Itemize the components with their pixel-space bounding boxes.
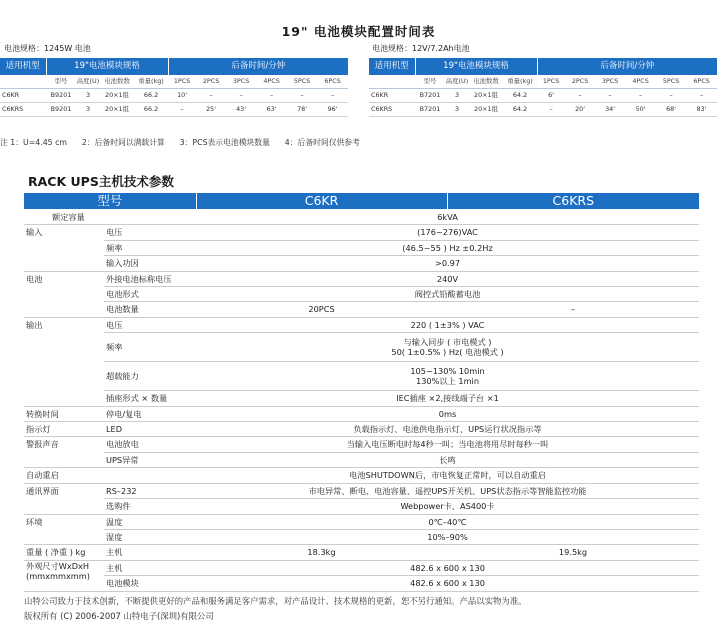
table-row: [24, 529, 699, 544]
subheader: 电池数数: [100, 75, 134, 89]
item-label: 电池形式: [104, 287, 196, 302]
subheader: 型号: [415, 75, 445, 89]
item-label: 电池模块: [104, 576, 196, 591]
subheader: 重量(kg): [503, 75, 537, 89]
category-label: 环境: [24, 514, 104, 545]
battery-table-right: [369, 58, 717, 117]
battery-config-title: 19" 电池模块配置时间表: [281, 24, 436, 39]
cell: 78': [287, 103, 317, 117]
table-row: [24, 406, 699, 421]
item-label: 输入功因: [104, 256, 196, 271]
category-label: 警报声音: [24, 437, 104, 468]
value-c6krs: –: [447, 302, 699, 317]
subheader: 高度(U): [76, 75, 100, 89]
header-backup-time: 后备时间/分钟: [168, 58, 348, 75]
subheader: 1PCS: [168, 75, 196, 89]
table-row: [369, 89, 717, 103]
cell: 3: [445, 103, 469, 117]
row-value: 0℃–40℃: [196, 514, 699, 529]
subheader: 3PCS: [226, 75, 256, 89]
header-model: 适用机型: [0, 58, 46, 75]
item-label: 停电/复电: [104, 406, 196, 421]
category-label: 指示灯: [24, 422, 104, 437]
cell: 25': [196, 103, 226, 117]
table-row: [24, 437, 699, 452]
battery-spec-right: 电池规格：12V/7.2Ah电池: [372, 44, 470, 53]
value-c6krs: 19.5kg: [447, 545, 699, 560]
cell: –: [317, 89, 348, 103]
row-value: 当输入电压断电时每4秒一叫；当电池将用尽时每秒一叫: [196, 437, 699, 452]
item-label: 选购件: [104, 499, 196, 514]
item-label: UPS异常: [104, 452, 196, 467]
spec-table: [24, 193, 699, 592]
header-module-spec: 19"电池模块规格: [46, 58, 168, 75]
table-row: [0, 103, 348, 117]
item-label: 频率: [104, 240, 196, 255]
cell: 66.2: [134, 103, 168, 117]
cell: –: [168, 103, 196, 117]
cell: –: [196, 89, 226, 103]
row-value: 0ms: [196, 406, 699, 421]
row-value: 6kVA: [196, 210, 699, 225]
cell: 68': [656, 103, 686, 117]
table-row: [24, 362, 699, 391]
header-model: 适用机型: [369, 58, 415, 75]
cell: –: [226, 89, 256, 103]
cell: –: [537, 103, 565, 117]
subheader: 5PCS: [656, 75, 686, 89]
cell: 43': [226, 103, 256, 117]
table-row: [24, 391, 699, 406]
notes-line: 注 1：U=4.45 cm 2：后备时间以满载计算 3：PCS表示电池模块数量 4：后备时间仅供参考: [0, 138, 360, 147]
row-value: >0.97: [196, 256, 699, 271]
row-label: 额定容量: [24, 210, 196, 225]
item-label: 频率: [104, 333, 196, 362]
item-label: 电池放电: [104, 437, 196, 452]
header-c6kr: C6KR: [196, 193, 447, 210]
cell: 3: [445, 89, 469, 103]
cell: B7201: [415, 89, 445, 103]
spec-title: RACK UPS主机技术参数: [28, 174, 174, 189]
row-value: [196, 333, 699, 362]
row-value: 240V: [196, 271, 699, 286]
cell: 20×1组: [100, 89, 134, 103]
table-row: [24, 422, 699, 437]
table-row: [24, 271, 699, 286]
category-line: 外观尺寸WxDxH: [26, 560, 89, 571]
cell-model: C6KRS: [369, 103, 415, 117]
cell: –: [595, 89, 625, 103]
cell: 64.2: [503, 89, 537, 103]
row-value: IEC插座 ×2,接线端子台 ×1: [196, 391, 699, 406]
item-label: 主机: [104, 545, 196, 560]
category-label: 电池: [24, 271, 104, 317]
row-value: Webpower卡、AS400卡: [196, 499, 699, 514]
subheader-empty: [0, 75, 46, 89]
subheader: 重量(kg): [134, 75, 168, 89]
category-label: 自动重启: [24, 468, 196, 483]
row-value: 482.6 x 600 x 130: [196, 576, 699, 591]
cell: 20': [565, 103, 595, 117]
value-line: 50( 1±0.5% ) Hz( 电池模式 ): [391, 347, 504, 358]
item-label: 外接电池标称电压: [104, 271, 196, 286]
cell: 96': [317, 103, 348, 117]
cell: B7201: [415, 103, 445, 117]
table-row: [24, 452, 699, 467]
row-value: 长鸣: [196, 452, 699, 467]
subheader: 5PCS: [287, 75, 317, 89]
category-label: 重量 ( 净重 ) kg: [24, 545, 104, 560]
subheader: 1PCS: [537, 75, 565, 89]
cell-model: C6KR: [369, 89, 415, 103]
item-label: 湿度: [104, 529, 196, 544]
category-label: 通讯界面: [24, 483, 104, 514]
header-module-spec: 19"电池模块规格: [415, 58, 537, 75]
value-c6kr: 20PCS: [196, 302, 447, 317]
row-value: (46.5~55 ) Hz ±0.2Hz: [196, 240, 699, 255]
category-label: 输出: [24, 317, 104, 406]
row-value: 负载指示灯、电池供电指示灯、UPS运行状况指示等: [196, 422, 699, 437]
row-value: 220 ( 1±3% ) VAC: [196, 317, 699, 332]
table-row: [24, 225, 699, 240]
row-value: 电池SHUTDOWN后，市电恢复正常时，可以自动重启: [196, 468, 699, 483]
cell: –: [256, 89, 287, 103]
cell: 83': [686, 103, 717, 117]
subheader: 6PCS: [317, 75, 348, 89]
row-value: 10%–90%: [196, 529, 699, 544]
category-line: (mmxmmxmm): [26, 570, 90, 581]
cell: 20×1组: [469, 89, 503, 103]
subheader: 2PCS: [196, 75, 226, 89]
category-label: 转换时间: [24, 406, 104, 421]
table-row: [24, 210, 699, 225]
cell: –: [656, 89, 686, 103]
subheader: 型号: [46, 75, 76, 89]
cell: B9201: [46, 89, 76, 103]
table-row: [24, 287, 699, 302]
subheader: 4PCS: [256, 75, 287, 89]
header-backup-time: 后备时间/分钟: [537, 58, 717, 75]
table-row: [24, 333, 699, 362]
header-model-label: 型号: [24, 193, 196, 210]
value-c6kr: 18.3kg: [196, 545, 447, 560]
item-label: 超载能力: [104, 362, 196, 391]
item-label: 主机: [104, 560, 196, 575]
cell: B9201: [46, 103, 76, 117]
item-label: RS–232: [104, 483, 196, 498]
cell: 6': [537, 89, 565, 103]
battery-table-left: [0, 58, 348, 117]
table-row: [24, 240, 699, 255]
cell: 10': [168, 89, 196, 103]
table-row: [0, 89, 348, 103]
table-row: [24, 560, 699, 575]
header-c6krs: C6KRS: [447, 193, 699, 210]
cell: 63': [256, 103, 287, 117]
cell: –: [625, 89, 656, 103]
table-row: [24, 545, 699, 560]
cell-model: C6KRS: [0, 103, 46, 117]
cell: 64.2: [503, 103, 537, 117]
item-label: 温度: [104, 514, 196, 529]
cell: –: [565, 89, 595, 103]
cell: –: [287, 89, 317, 103]
category-label: 输入: [24, 225, 104, 271]
row-value: [196, 362, 699, 391]
cell: 20×1组: [469, 103, 503, 117]
subheader-empty: [369, 75, 415, 89]
footer: [24, 594, 527, 624]
table-row: [24, 514, 699, 529]
subheader: 4PCS: [625, 75, 656, 89]
item-label: 电池数量: [104, 302, 196, 317]
item-label: 电压: [104, 225, 196, 240]
table-row: [24, 256, 699, 271]
cell: 66.2: [134, 89, 168, 103]
cell: 3: [76, 103, 100, 117]
item-label: 插座形式 × 数量: [104, 391, 196, 406]
table-row: [369, 103, 717, 117]
row-value: (176~276)VAC: [196, 225, 699, 240]
cell: 50': [625, 103, 656, 117]
value-line: 与输入同步 ( 市电模式 ): [403, 337, 492, 348]
row-value: 市电异常、断电、电池容量、遥控UPS开关机、UPS状态指示等智能监控功能: [196, 483, 699, 498]
item-label: LED: [104, 422, 196, 437]
subheader: 电池数数: [469, 75, 503, 89]
value-line: 105~130% 10min: [410, 366, 485, 377]
category-label: [24, 560, 104, 591]
copyright: 版权所有 (C) 2006-2007 山特电子(深圳)有限公司: [24, 611, 214, 621]
table-row: [24, 468, 699, 483]
table-row: [24, 302, 699, 317]
subheader: 6PCS: [686, 75, 717, 89]
footer-statement: 山特公司致力于技术创新，不断提供更好的产品和服务满足客户需求，对产品设计、技术规格的更新，恕不另行通知。产品以实物为准。: [24, 596, 527, 606]
subheader: 高度(U): [445, 75, 469, 89]
cell: 34': [595, 103, 625, 117]
cell: –: [686, 89, 717, 103]
table-row: [24, 576, 699, 591]
row-value: 阀控式铅酸蓄电池: [196, 287, 699, 302]
table-row: [24, 317, 699, 332]
subheader: 3PCS: [595, 75, 625, 89]
value-line: 130%以上 1min: [415, 376, 480, 387]
row-value: 482.6 x 600 x 130: [196, 560, 699, 575]
cell-model: C6KR: [0, 89, 46, 103]
item-label: 电压: [104, 317, 196, 332]
cell: 3: [76, 89, 100, 103]
table-row: [24, 499, 699, 514]
subheader: 2PCS: [565, 75, 595, 89]
cell: 20×1组: [100, 103, 134, 117]
battery-spec-left: 电池规格：1245W 电池: [4, 44, 91, 53]
table-row: [24, 483, 699, 498]
